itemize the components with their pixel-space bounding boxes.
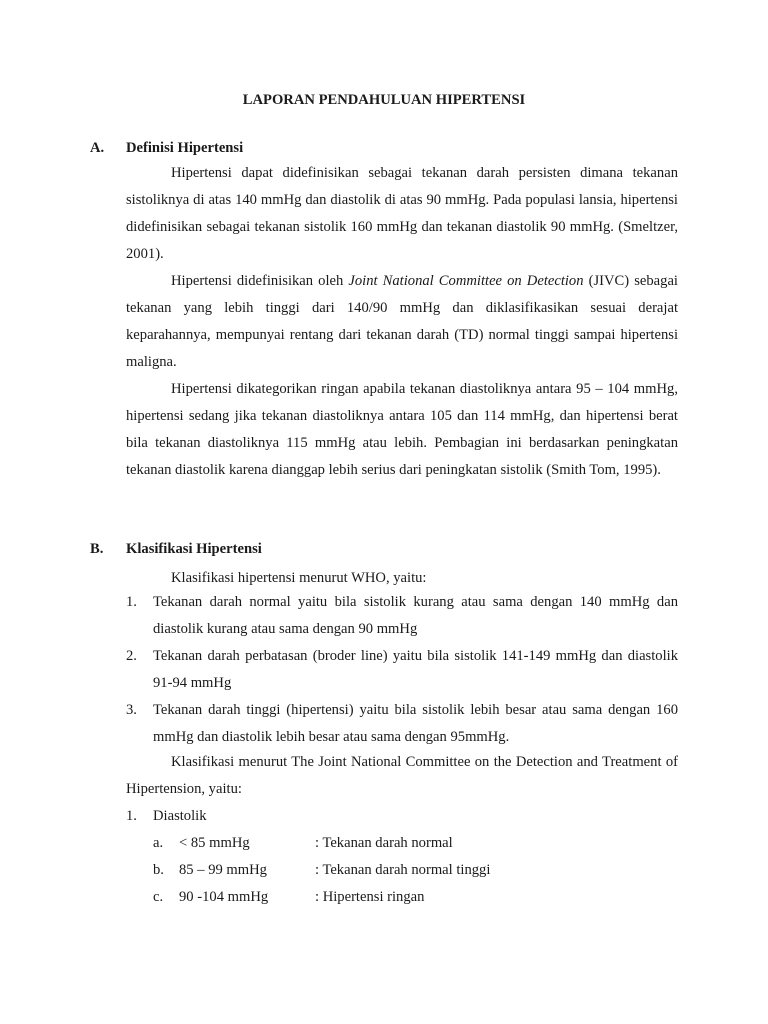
diastolic-sublist: [153, 830, 653, 911]
list-item-text: Tekanan darah tinggi (hipertensi) yaitu bila sistolik lebih besar atau sama dengan 160 mmHg dan diastolik lebih besar atau sama dengan 95mmHg.: [153, 702, 678, 745]
sublist-item: [153, 857, 653, 884]
sublist-item: [153, 830, 653, 857]
section-a-heading: Definisi Hipertensi: [126, 140, 244, 156]
section-b-intro: Klasifikasi hipertensi menurut WHO, yaitu:: [171, 570, 427, 586]
who-classification-list: [126, 589, 678, 751]
paragraph-2-before: Hipertensi didefinisikan oleh: [171, 273, 349, 289]
sublist-item-letter: a.: [153, 835, 164, 851]
list-item: [126, 643, 678, 697]
list-item-number: 2.: [126, 648, 137, 664]
paragraph-2-after: (JIVC) sebagai tekanan yang lebih tinggi dari 140/90 mmHg dan diklasifikasikan sesuai derajat keparahannya, mempunyai rentang dari tekanan darah (TD) normal tinggi sampai hipertensi maligna.: [126, 273, 678, 370]
sublist-item: [153, 884, 653, 911]
section-a-paragraph-1: Hipertensi dapat didefinisikan sebagai tekanan darah persisten dimana tekanan sistoliknya di atas 140 mmHg dan diastolik di atas 90 mmHg. Pada populasi lansia, hipertensi didefinisikan sebagai tekanan sistolik 160 mmHg dan tekanan diastolik 90 mmHg. (Smeltzer, 2001).: [126, 165, 678, 262]
document-title: LAPORAN PENDAHULUAN HIPERTENSI: [242, 92, 526, 108]
sublist-item-range: < 85 mmHg: [179, 835, 250, 851]
jnc-classification-list: [126, 803, 678, 830]
sublist-item-range: 85 – 99 mmHg: [179, 862, 267, 878]
list-item-text: Tekanan darah perbatasan (broder line) yaitu bila sistolik 141-149 mmHg dan diastolik 91-94 mmHg: [153, 648, 678, 691]
list-item-number: 1.: [126, 594, 137, 610]
sublist-item-letter: b.: [153, 862, 164, 878]
list-item: [126, 589, 678, 643]
list-item: [126, 697, 678, 751]
list-item: [126, 803, 678, 830]
section-b-letter: B.: [90, 541, 104, 557]
sublist-item-description: : Tekanan darah normal: [315, 835, 453, 851]
section-b-header: [0, 541, 768, 561]
section-a-paragraph-3: Hipertensi dikategorikan ringan apabila tekanan diastoliknya antara 95 – 104 mmHg, hipertensi sedang jika tekanan diastoliknya antara 105 dan 114 mmHg, dan hipertensi berat bila tekanan diastoliknya 115 mmHg atau lebih. Pembagian ini berdasarkan peningkatan tekanan diastolik karena dianggap lebih serius dari peningkatan sistolik (Smith Tom, 1995).: [126, 381, 678, 478]
jnc-intro: Klasifikasi menurut The Joint National Committee on the Detection and Treatment of Hipertension, yaitu:: [126, 754, 678, 797]
sublist-item-letter: c.: [153, 889, 164, 905]
section-a-header: [0, 140, 768, 160]
list-item-number: 3.: [126, 702, 137, 718]
list-item-text: Tekanan darah normal yaitu bila sistolik kurang atau sama dengan 140 mmHg dan diastolik kurang atau sama dengan 90 mmHg: [153, 594, 678, 637]
sublist-item-description: : Hipertensi ringan: [315, 889, 425, 905]
paragraph-2-italic: Joint National Committee on Detection: [348, 273, 584, 289]
section-a-letter: A.: [90, 140, 105, 156]
list-item-label: Diastolik: [153, 808, 207, 824]
section-a-paragraph-2: [126, 268, 678, 376]
sublist-item-description: : Tekanan darah normal tinggi: [315, 862, 491, 878]
list-item-number: 1.: [126, 808, 137, 824]
section-b-heading: Klasifikasi Hipertensi: [126, 541, 262, 557]
sublist-item-range: 90 -104 mmHg: [179, 889, 269, 905]
